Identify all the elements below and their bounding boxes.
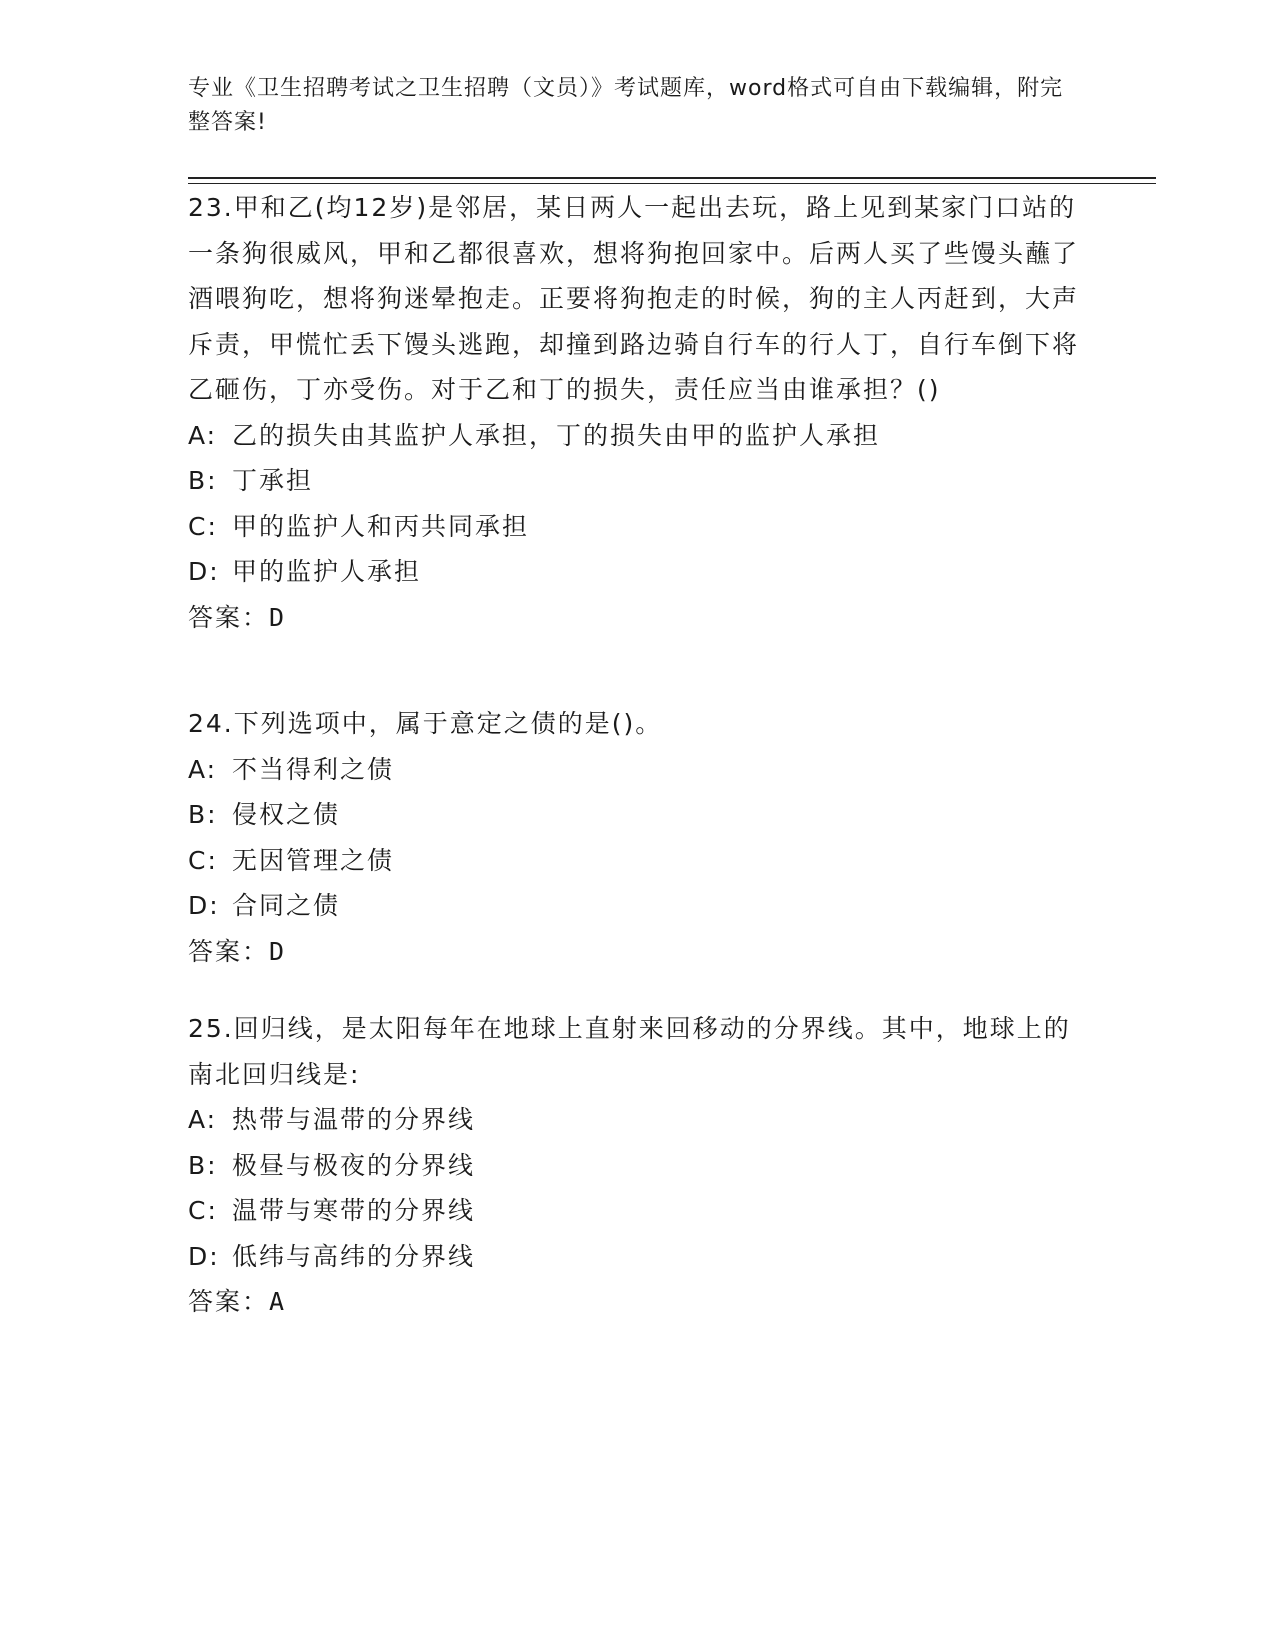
option-text: 合同之债	[232, 891, 341, 920]
option-text: 甲的监护人和丙共同承担	[232, 511, 530, 541]
option-key: C:	[188, 511, 218, 541]
option-d	[188, 883, 1088, 929]
option-b	[188, 792, 1088, 838]
option-text: 热带与温带的分界线	[232, 1105, 476, 1134]
question-25	[188, 1006, 1088, 1325]
question-24	[188, 701, 1088, 974]
option-key: B:	[188, 800, 218, 829]
question-stem: 24.下列选项中，属于意定之债的是()。	[188, 709, 663, 738]
option-key: D:	[188, 557, 220, 586]
option-text: 丁承担	[232, 466, 314, 495]
option-c	[188, 1188, 1088, 1234]
answer-line	[188, 595, 1088, 641]
question-stem: 23.甲和乙(均12岁)是邻居，某日两人一起出去玩，路上见到某家门口站的一条狗很威风，甲和乙都很喜欢，想将狗抱回家中。后两人买了些馒头蘸了酒喂狗吃，想将狗迷晕抱走。正要将狗抱走的时候，狗的主人丙赶到，大声斥责，甲慌忙丢下馒头逃跑，却撞到路边骑自行车的行人丁，自行车倒下将乙砸伤，丁亦受伤。对于乙和丁的损失，责任应当由谁承担？()	[188, 193, 1080, 404]
option-text: 无因管理之债	[232, 845, 395, 875]
option-c	[188, 838, 1088, 884]
option-a	[188, 413, 1088, 459]
header-divider-thick	[188, 177, 1156, 179]
option-key: B:	[188, 466, 218, 495]
answer-line	[188, 1279, 1088, 1325]
answer-label: 答案：	[188, 1287, 270, 1316]
answer-line	[188, 929, 1088, 975]
option-text: 侵权之债	[232, 800, 341, 829]
option-text: 低纬与高纬的分界线	[232, 1241, 476, 1271]
option-key: D:	[188, 1241, 220, 1271]
question-stem: 25.回归线，是太阳每年在地球上直射来回移动的分界线。其中，地球上的南北回归线是:	[188, 1014, 1071, 1089]
option-text: 温带与寒带的分界线	[232, 1196, 476, 1225]
document-header: 专业《卫生招聘考试之卫生招聘（文员）》考试题库，word格式可自由下载编辑，附完整答案!	[188, 76, 1064, 135]
option-text: 极昼与极夜的分界线	[232, 1150, 476, 1180]
option-key: B:	[188, 1150, 218, 1180]
option-a	[188, 1097, 1088, 1143]
option-b	[188, 458, 1088, 504]
option-key: A:	[188, 420, 218, 450]
option-key: A:	[188, 754, 218, 784]
answer-label: 答案：	[188, 936, 270, 966]
option-b	[188, 1143, 1088, 1189]
option-key: A:	[188, 1105, 218, 1134]
answer-value: A	[269, 1287, 287, 1316]
answer-value: D	[269, 602, 287, 632]
option-text: 乙的损失由其监护人承担，丁的损失由甲的监护人承担	[232, 420, 881, 450]
option-c	[188, 504, 1088, 550]
answer-value: D	[269, 936, 287, 966]
option-text: 不当得利之债	[232, 754, 395, 784]
question-23	[188, 185, 1088, 640]
option-a	[188, 747, 1088, 793]
answer-label: 答案：	[188, 602, 270, 632]
option-d	[188, 549, 1088, 595]
option-key: C:	[188, 1196, 218, 1225]
option-key: C:	[188, 845, 218, 875]
option-key: D:	[188, 891, 220, 920]
option-text: 甲的监护人承担	[232, 557, 422, 586]
option-d	[188, 1234, 1088, 1280]
header-divider-thin	[188, 183, 1156, 184]
